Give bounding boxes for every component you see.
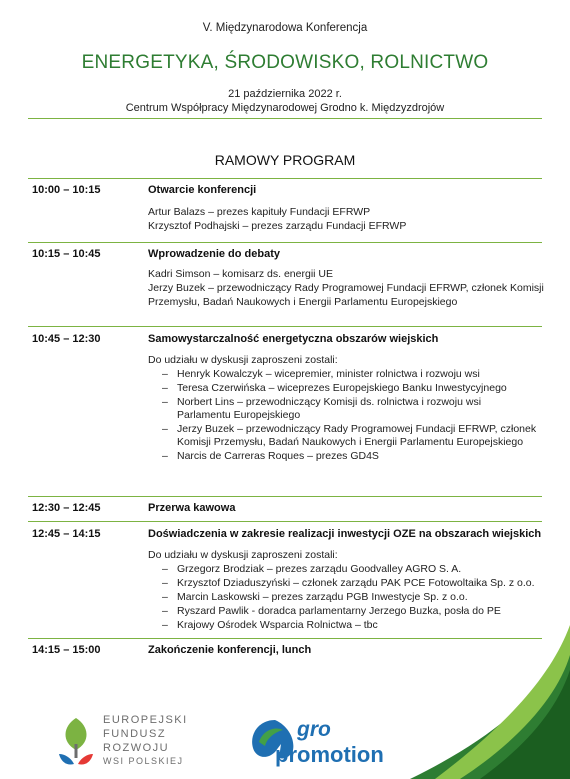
bullet-dash: – bbox=[162, 605, 168, 617]
agro-promotion-logo bbox=[245, 712, 425, 772]
panelist-item: Marcin Laskowski – prezes zarządu PGB Inwestycje Sp. z o.o. bbox=[177, 591, 468, 603]
panelist-item: Jerzy Buzek – przewodniczący Rady Programowej Fundacji EFRWP, członek bbox=[177, 423, 537, 435]
program-title: RAMOWY PROGRAM bbox=[214, 152, 356, 168]
efrwp-logo-line: ROZWOJU bbox=[103, 742, 170, 754]
panelist-item: Narcis de Carreras Roques – prezes GD4S bbox=[177, 450, 379, 462]
session-title: Samowystarczalność energetyczna obszarów wiejskich bbox=[148, 333, 439, 345]
speaker-line: Przemysłu, Badań Naukowych i Energii Parlamentu Europejskiego bbox=[148, 296, 458, 308]
panelist-item: Krzysztof Dziaduszyński – członek zarządu PAK PCE Fotowoltaika Sp. z o.o. bbox=[177, 577, 535, 589]
conference-title: ENERGETYKA, ŚRODOWISKO, ROLNICTWO bbox=[81, 52, 489, 73]
agro-word: gro bbox=[297, 718, 331, 741]
efrwp-logo bbox=[55, 712, 215, 772]
session-divider bbox=[28, 496, 542, 497]
panelist-item-continued: Komisji Przemysłu, Badań Naukowych i Energii Parlamentu Europejskiego bbox=[177, 436, 524, 448]
session-time: 14:15 – 15:00 bbox=[32, 644, 101, 656]
session-divider bbox=[28, 178, 542, 179]
panelist-item: Krajowy Ośrodek Wsparcia Rolnictwa – tbc bbox=[177, 619, 378, 631]
conference-edition: V. Międzynarodowa Konferencja bbox=[202, 22, 368, 34]
session-time: 10:00 – 10:15 bbox=[32, 184, 101, 196]
session-title: Wprowadzenie do debaty bbox=[148, 248, 281, 260]
speaker-line: Artur Balazs – prezes kapituły Fundacji EFRWP bbox=[148, 206, 371, 218]
speaker-line: Krzysztof Podhajski – prezes zarządu Fundacji EFRWP bbox=[148, 220, 407, 232]
session-divider bbox=[28, 242, 542, 243]
panel-intro: Do udziału w dyskusji zaproszeni zostali: bbox=[148, 549, 338, 561]
session-divider bbox=[28, 326, 542, 327]
bullet-dash: – bbox=[162, 450, 168, 462]
session-title: Otwarcie konferencji bbox=[148, 184, 257, 196]
session-divider bbox=[28, 521, 542, 522]
session-title: Zakończenie konferencji, lunch bbox=[148, 644, 312, 656]
promotion-word: promotion bbox=[275, 742, 384, 767]
bullet-dash: – bbox=[162, 423, 168, 435]
panelist-item: Teresa Czerwińska – wiceprezes Europejskiego Banku Inwestycyjnego bbox=[177, 382, 507, 394]
speaker-line: Kadri Simson – komisarz ds. energii UE bbox=[148, 268, 333, 280]
bullet-dash: – bbox=[162, 591, 168, 603]
session-time: 12:45 – 14:15 bbox=[32, 528, 101, 540]
panelist-item: Grzegorz Brodziak – prezes zarządu Goodvalley AGRO S. A. bbox=[177, 563, 462, 575]
session-time: 12:30 – 12:45 bbox=[32, 502, 101, 514]
efrwp-logo-line: EUROPEJSKI bbox=[103, 714, 188, 726]
session-time: 10:45 – 12:30 bbox=[32, 333, 101, 345]
session-time: 10:15 – 10:45 bbox=[32, 248, 101, 260]
bullet-dash: – bbox=[162, 382, 168, 394]
panelist-item: Norbert Lins – przewodniczący Komisji ds. rolnictwa i rozwoju wsi bbox=[177, 396, 482, 408]
bullet-dash: – bbox=[162, 563, 168, 575]
panelist-item-continued: Parlamentu Europejskiego bbox=[177, 409, 301, 421]
conference-date: 21 października 2022 r. bbox=[228, 88, 342, 100]
panel-intro: Do udziału w dyskusji zaproszeni zostali: bbox=[148, 354, 338, 366]
panelist-item: Ryszard Pawlik - doradca parlamentarny Jerzego Buzka, posła do PE bbox=[177, 605, 501, 617]
conference-venue: Centrum Współpracy Międzynarodowej Grodno k. Międzyzdrojów bbox=[125, 102, 445, 114]
bullet-dash: – bbox=[162, 619, 168, 631]
bullet-dash: – bbox=[162, 368, 168, 380]
header-divider bbox=[28, 118, 542, 119]
efrwp-logo-line: FUNDUSZ bbox=[103, 728, 167, 740]
session-title: Przerwa kawowa bbox=[148, 502, 236, 514]
session-title: Doświadczenia w zakresie realizacji inwestycji OZE na obszarach wiejskich bbox=[148, 528, 542, 540]
panelist-item: Henryk Kowalczyk – wicepremier, minister rolnictwa i rozwoju wsi bbox=[177, 368, 480, 380]
efrwp-leaf-icon bbox=[55, 714, 97, 770]
speaker-line: Jerzy Buzek – przewodniczący Rady Programowej Fundacji EFRWP, członek Komisji bbox=[148, 282, 544, 294]
efrwp-logo-line: WSI POLSKIEJ bbox=[103, 756, 184, 766]
bullet-dash: – bbox=[162, 396, 168, 408]
bullet-dash: – bbox=[162, 577, 168, 589]
